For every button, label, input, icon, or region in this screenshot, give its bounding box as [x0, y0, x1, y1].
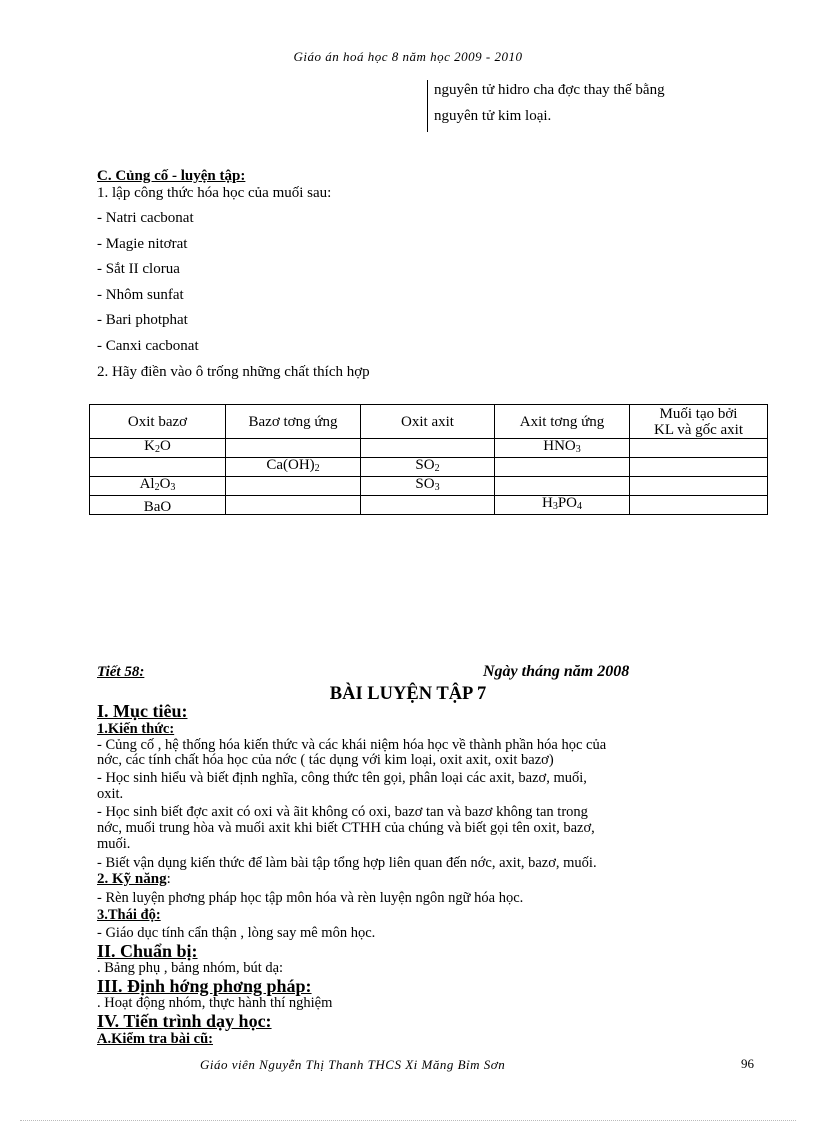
list-item: - Magie nitơrat: [97, 236, 188, 252]
lesson-date: Ngày tháng năm 2008: [483, 663, 630, 680]
table-row: [90, 496, 768, 515]
body-line: oxit.: [97, 786, 124, 802]
continuation-line-1: nguyên tử hidro cha đợc thay thế bằng: [434, 82, 665, 98]
subsection-review: A.Kiểm tra bài cũ:: [97, 1031, 213, 1047]
body-line: - Rèn luyện phơng pháp học tập môn hóa và rèn luyện ngôn ngữ hóa học.: [97, 890, 524, 906]
section-procedure: IV. Tiến trình dạy học:: [97, 1011, 272, 1031]
subsection-knowledge: 1.Kiến thức:: [97, 721, 175, 737]
header-cell: Axit tơng ứng: [495, 405, 630, 439]
list-item: - Nhôm sunfat: [97, 287, 184, 303]
header-cell: Oxit bazơ: [90, 405, 226, 439]
header-cell: [630, 405, 768, 439]
list-item: - Sắt II clorua: [97, 261, 180, 277]
body-line: nớc, các tính chất hóa học của nớc ( tác dụng với kim loại, oxit axit, oxit bazơ): [97, 752, 554, 768]
table-cell: [630, 496, 768, 515]
continuation-line-2: nguyên tử kim loại.: [434, 108, 552, 124]
table-cell: [361, 439, 495, 458]
subsection-skills-colon: :: [166, 871, 171, 887]
section-preparation: II. Chuẩn bị:: [97, 941, 198, 961]
table-row: [90, 477, 768, 496]
table-cell: [630, 439, 768, 458]
list-item: - Bari photphat: [97, 312, 188, 328]
page-number: 96: [741, 1056, 754, 1071]
body-line: - Giáo dục tính cẩn thận , lòng say mê môn học.: [97, 925, 376, 941]
table-header-row: [90, 405, 768, 439]
table-cell: [226, 439, 361, 458]
table-cell: $K_2O$: [90, 439, 226, 458]
body-line: nớc, muối trung hòa và muối axit khi biết CTHH của chúng và biết gọi tên oxit, bazơ,: [97, 820, 595, 836]
body-line: muối.: [97, 836, 131, 852]
table-cell: $H_3PO_4$: [495, 496, 630, 515]
subsection-skills-wrap: [97, 871, 171, 888]
table-cell: [630, 477, 768, 496]
section-objectives: I. Mục tiêu:: [97, 701, 188, 721]
header-cell: Bazơ tơng ứng: [226, 405, 361, 439]
body-line: - Biết vận dụng kiến thức để làm bài tập tổng hợp liên quan đến nớc, axit, bazơ, muối.: [97, 855, 597, 871]
task-2: 2. Hãy điền vào ô trống những chất thích hợp: [97, 364, 370, 380]
header-line: Muối tạo bởi: [659, 405, 738, 422]
table-cell: [361, 496, 495, 515]
page-header: Giáo án hoá học 8 năm học 2009 - 2010: [293, 49, 523, 64]
body-line: - Học sinh hiểu và biết định nghĩa, công thức tên gọi, phân loại các axit, bazơ, muối,: [97, 770, 587, 786]
body-line: - Học sinh biết đợc axit có oxi và ãit không có oxi, bazơ tan và bazơ không tan trong: [97, 804, 588, 820]
subsection-attitude: 3.Thái độ:: [97, 907, 161, 923]
table-cell: [226, 496, 361, 515]
table-cell: $SO_3$: [361, 477, 495, 496]
table-cell: $SO_2$: [361, 458, 495, 477]
continuation-cell: [427, 80, 768, 132]
body-line: - Củng cố , hệ thống hóa kiến thức và các khái niệm hóa học về thành phần hóa học của: [97, 737, 607, 753]
header-line: KL và gốc axit: [654, 421, 743, 438]
table-cell: [226, 477, 361, 496]
fill-in-table: [89, 404, 768, 515]
table-cell: $Ca(OH)_2$: [226, 458, 361, 477]
page-footer: Giáo viên Nguyễn Thị Thanh THCS Xi Măng Bỉm Sơn: [200, 1057, 506, 1072]
table-cell: $Al_2O_3$: [90, 477, 226, 496]
table-cell: [630, 458, 768, 477]
consolidation-title: C. Củng cố - luyện tập:: [97, 168, 246, 184]
body-line: . Bảng phụ , bảng nhóm, bút dạ:: [97, 960, 284, 976]
body-line: . Hoạt động nhóm, thực hành thí nghiệm: [97, 995, 333, 1011]
subsection-skills: 2. Kỹ năng: [97, 871, 167, 887]
table-row: [90, 458, 768, 477]
list-item: - Canxi cacbonat: [97, 338, 199, 354]
table-cell: [495, 477, 630, 496]
header-cell: Oxit axit: [361, 405, 495, 439]
period-label: Tiết 58:: [97, 664, 145, 680]
page-divider: [20, 1120, 796, 1121]
table-row: [90, 439, 768, 458]
table-cell: $HNO_3$: [495, 439, 630, 458]
section-method: III. Định hớng phơng pháp:: [97, 976, 312, 996]
table-cell: BaO: [90, 496, 226, 515]
task-1: 1. lập công thức hóa học của muối sau:: [97, 185, 332, 201]
table-cell: [90, 458, 226, 477]
lesson-title: BÀI LUYỆN TẬP 7: [329, 684, 487, 704]
list-item: - Natri cacbonat: [97, 210, 194, 226]
table-cell: [495, 458, 630, 477]
